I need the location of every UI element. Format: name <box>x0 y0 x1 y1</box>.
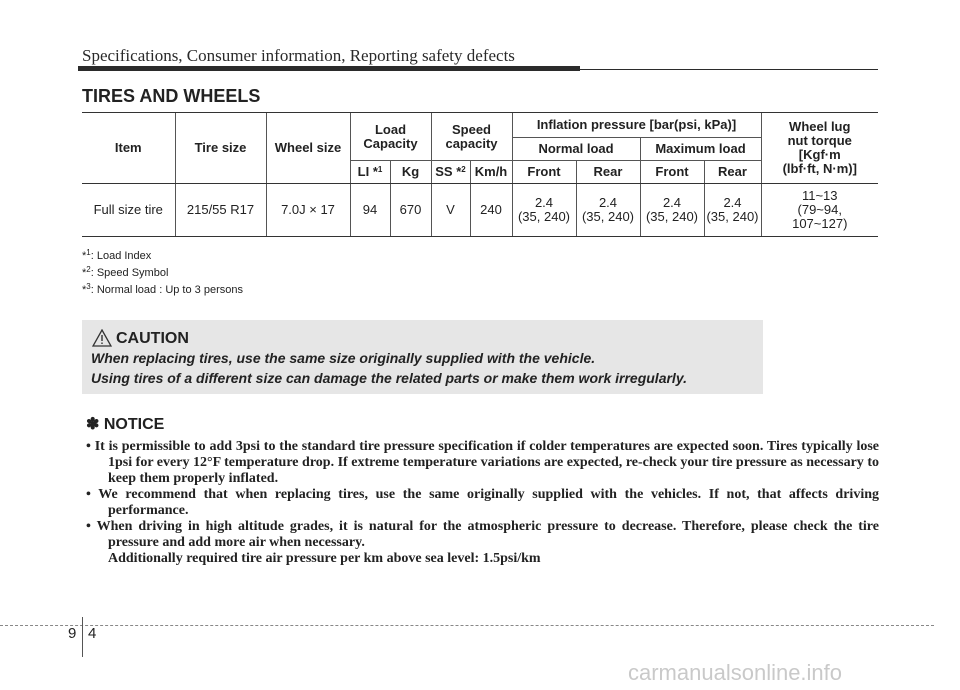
cell-value: 2.4 <box>534 195 554 210</box>
cell-value: 2.4 <box>662 195 682 210</box>
cell-max-front <box>640 184 704 237</box>
watermark: carmanualsonline.info <box>628 660 843 685</box>
cell-value-sub: (35, 240) <box>517 209 571 224</box>
footnote-sup: 1 <box>86 248 91 257</box>
cell-normal-front <box>512 184 576 237</box>
header-speed-capacity <box>431 113 512 161</box>
header-normal-rear: Rear <box>576 161 640 184</box>
cell-li: 94 <box>350 184 390 237</box>
cell-item: Full size tire <box>82 184 175 237</box>
cell-torque-1: 11~13 <box>801 188 838 203</box>
header-load-capacity <box>350 113 431 161</box>
header-maximum-load: Maximum load <box>640 138 761 161</box>
footnote-mark: * <box>82 267 87 279</box>
cell-value: 2.4 <box>598 195 618 210</box>
header-li-sup: 1 <box>377 165 383 174</box>
cell-torque <box>761 184 878 237</box>
tire-spec-table <box>82 112 878 237</box>
header-torque-line4: (lbf·ft, N·m)] <box>782 161 857 176</box>
cell-ss: V <box>431 184 470 237</box>
header-torque-line1: Wheel lug <box>789 119 851 134</box>
cell-value-sub: (35, 240) <box>706 209 759 224</box>
caution-line-1: When replacing tires, use the same size originally supplied with the vehicle. <box>91 350 596 366</box>
header-max-rear: Rear <box>704 161 761 184</box>
section-title: TIRES AND WHEELS <box>82 86 261 106</box>
cell-kg: 670 <box>390 184 431 237</box>
header-li <box>350 161 390 184</box>
header-normal-load: Normal load <box>512 138 640 161</box>
footnote-sup: 2 <box>86 265 91 274</box>
header-item: Item <box>82 113 175 184</box>
footnote-text: : Speed Symbol <box>90 267 169 279</box>
cell-torque-3: 107~127) <box>792 216 848 231</box>
header-wheel-lug-torque <box>761 113 878 184</box>
cell-value-sub: (35, 240) <box>645 209 699 224</box>
footnote-mark: * <box>82 250 87 262</box>
header-rule <box>78 66 580 71</box>
header-inflation-pressure: Inflation pressure [bar(psi, kPa)] <box>512 113 761 138</box>
footnote-text: : Load Index <box>90 250 152 262</box>
cell-tire-size: 215/55 R17 <box>175 184 266 237</box>
notice-item-1: • It is permissible to add 3psi to the standard tire pressure specification if colder temperatures are expected soon. Tires typically lose 1psi for every 12°F temperature drop. If extreme temperature variations are expected, re-check your tire pressure as necessary to keep them properly inflated. <box>86 439 879 486</box>
footnote-3 <box>82 284 243 296</box>
header-speed-line2: capacity <box>445 135 498 151</box>
warning-triangle-icon <box>92 329 112 347</box>
footnote-mark: * <box>82 284 87 296</box>
cell-normal-rear <box>576 184 640 237</box>
header-ss-sup: 2 <box>461 165 466 174</box>
notice-body <box>86 439 879 567</box>
header-torque-line3: [Kgf·m <box>798 147 841 162</box>
cell-value-sub: (35, 240) <box>581 209 635 224</box>
caution-title: CAUTION <box>116 330 189 347</box>
footnote-2 <box>82 267 168 279</box>
notice-title: ✽ NOTICE <box>86 416 165 433</box>
notice-item-3-continued: Additionally required tire air pressure per km above sea level: 1.5psi/km <box>108 551 541 566</box>
header-speed-line1: Speed <box>451 121 491 137</box>
page-footer-rule <box>0 625 934 626</box>
header-tire-size: Tire size <box>175 113 266 184</box>
page-number-divider <box>82 617 83 657</box>
caution-line-2: Using tires of a different size can damage the related parts or make them work irregularly. <box>91 370 687 386</box>
page-chapter: 9 <box>68 625 77 642</box>
cell-max-rear <box>704 184 761 237</box>
footnote-sup: 3 <box>86 282 91 291</box>
header-ss <box>431 161 470 184</box>
header-torque-line2: nut torque <box>787 133 852 148</box>
running-header: Specifications, Consumer information, Reporting safety defects <box>82 46 515 65</box>
header-max-front: Front <box>640 161 704 184</box>
page-number: 4 <box>88 625 97 642</box>
header-load-line1: Load <box>374 121 407 137</box>
header-kg: Kg <box>390 161 431 184</box>
notice-item-3: • When driving in high altitude grades, it is natural for the atmospheric pressure to decrease. Therefore, please check the tire pressure and add more air when necessary. <box>86 519 879 550</box>
cell-value: 2.4 <box>723 195 742 210</box>
notice-item-2: • We recommend that when replacing tires, use the same originally supplied with the vehicles. If not, that affects driving performance. <box>86 487 879 518</box>
cell-wheel-size: 7.0J × 17 <box>266 184 350 237</box>
header-wheel-size: Wheel size <box>266 113 350 184</box>
header-ss-label: SS * <box>435 164 462 179</box>
header-kmh: Km/h <box>470 161 512 184</box>
header-rule-thin <box>580 69 878 70</box>
header-li-label: LI * <box>357 164 378 179</box>
header-normal-front: Front <box>512 161 576 184</box>
cell-torque-2: (79~94, <box>797 202 842 217</box>
footnote-text: : Normal load : Up to 3 persons <box>90 284 243 296</box>
cell-kmh: 240 <box>470 184 512 237</box>
footnote-1 <box>82 250 151 262</box>
header-load-line2: Capacity <box>363 135 418 151</box>
